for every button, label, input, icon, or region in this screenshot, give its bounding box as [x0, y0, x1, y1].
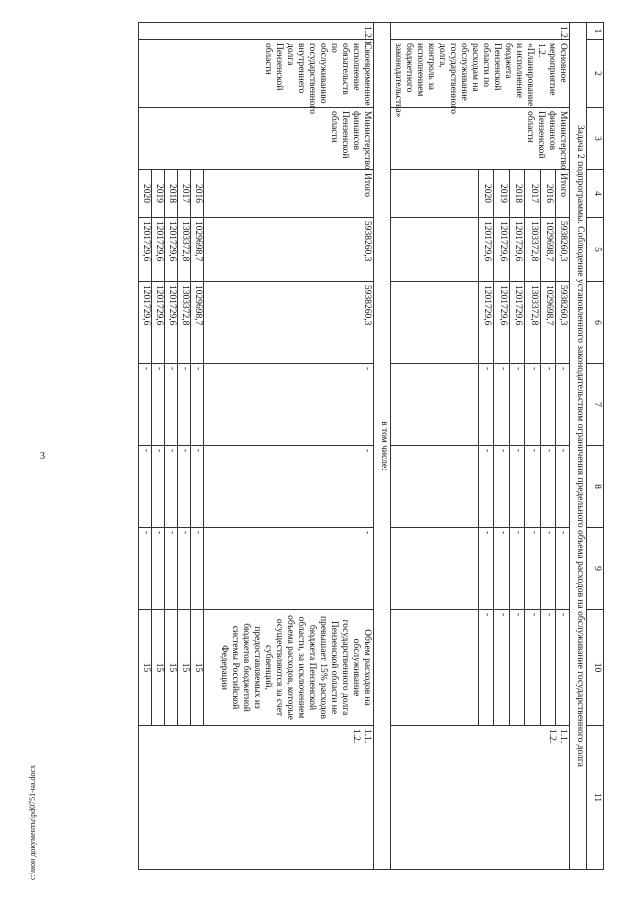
main-executor: Министерство финансов Пензенской области [391, 108, 570, 170]
col-header: 4 [587, 170, 604, 218]
task-row [570, 23, 587, 870]
value-cell: 1303372,8 [178, 218, 191, 282]
value-cell: - [165, 446, 178, 528]
value-cell: - [509, 446, 524, 528]
value-cell: - [139, 446, 152, 528]
program-table [138, 22, 604, 870]
value-cell: 1201729,6 [494, 218, 509, 282]
col-header: 10 [587, 610, 604, 726]
year-cell: Итого [556, 170, 570, 218]
indicator-text: Объем расходов на обслуживание государственного долга Пензенской области не превышает 15% расходов бюджета Пензенской области, за исключением объема расходов, которые осуществляются за счет субвенций, предоставляемых из бюджетов бюджетной системы Российской Федерации [204, 610, 374, 726]
value-cell: - [509, 528, 524, 610]
year-cell: 2018 [165, 170, 178, 218]
value-cell: - [139, 528, 152, 610]
value-cell: 1201729,6 [509, 218, 524, 282]
page-number: 3 [40, 451, 45, 462]
year-cell: 2019 [152, 170, 165, 218]
value-cell: 1029698,7 [540, 218, 555, 282]
value-cell: - [556, 610, 570, 726]
value-cell: 1029698,7 [540, 282, 555, 364]
value-cell: - [165, 364, 178, 446]
value-cell: - [494, 446, 509, 528]
col-header: 3 [587, 108, 604, 170]
value-cell: - [556, 446, 570, 528]
value-cell: - [191, 364, 204, 446]
col-header: 6 [587, 282, 604, 364]
year-cell: 2016 [540, 170, 555, 218]
sub-indicator-ref: 1.1. 1.2. [139, 726, 374, 870]
year-cell: Итого [204, 170, 374, 218]
main-name: Основное мероприятие 1.2. «Планирование и исполнение бюджета Пензенской области по расходам на обслуживание государственного долга, контроль за исполнением бюджетного законодательства» [391, 40, 570, 108]
value-cell: - [540, 610, 555, 726]
main-indicator-ref: 1.1. 1.2. [391, 726, 570, 870]
value-cell: 1201729,6 [509, 282, 524, 364]
value-cell: - [525, 610, 540, 726]
value-cell: 15 [152, 610, 165, 726]
value-cell: - [178, 446, 191, 528]
col-header: 2 [587, 40, 604, 108]
value-cell: 1303372,8 [525, 218, 540, 282]
value-cell: - [204, 364, 374, 446]
value-cell: - [540, 528, 555, 610]
value-cell: 1201729,6 [139, 282, 152, 364]
value-cell: - [139, 364, 152, 446]
value-cell: - [152, 528, 165, 610]
table-row [204, 23, 374, 870]
value-cell: - [191, 446, 204, 528]
value-cell: - [479, 528, 494, 610]
col-header: 8 [587, 446, 604, 528]
value-cell: - [204, 528, 374, 610]
year-cell: 2017 [525, 170, 540, 218]
value-cell: 5938260,3 [556, 282, 570, 364]
year-cell: 2016 [191, 170, 204, 218]
value-cell: - [556, 528, 570, 610]
value-cell: - [178, 528, 191, 610]
value-cell: 1201729,6 [152, 218, 165, 282]
value-cell: 1029698,7 [191, 282, 204, 364]
value-cell: 1201729,6 [479, 218, 494, 282]
file-path-footer: c:\мои документы\pd0751-на.docx [28, 764, 37, 880]
value-cell: - [509, 610, 524, 726]
col-header: 11 [587, 726, 604, 870]
value-cell: 15 [165, 610, 178, 726]
value-cell: - [152, 364, 165, 446]
value-cell: 1029698,7 [191, 218, 204, 282]
sub-name: Своевременное исполнение обязательств по обслуживанию государственного внутреннего долга Пензенской области [139, 40, 374, 108]
value-cell: - [494, 610, 509, 726]
value-cell: 1201729,6 [165, 218, 178, 282]
year-cell: 2020 [479, 170, 494, 218]
sub-executor: Министерство финансов Пензенской области [139, 108, 374, 170]
value-cell: - [556, 364, 570, 446]
value-cell: 15 [191, 610, 204, 726]
value-cell: - [540, 446, 555, 528]
year-cell: 2019 [494, 170, 509, 218]
value-cell: 15 [139, 610, 152, 726]
value-cell: - [178, 364, 191, 446]
value-cell: - [540, 364, 555, 446]
value-cell: - [525, 528, 540, 610]
sub-number: 1.2.1. [139, 23, 374, 40]
value-cell: - [494, 528, 509, 610]
value-cell: 1201729,6 [165, 282, 178, 364]
table-row [556, 23, 570, 870]
landscape-table-container [64, 22, 604, 869]
value-cell: 5938260,3 [204, 218, 374, 282]
value-cell: - [494, 364, 509, 446]
value-cell: - [479, 610, 494, 726]
year-cell: 2018 [509, 170, 524, 218]
in-total-label: в том числе: [374, 23, 391, 870]
value-cell: 1201729,6 [479, 282, 494, 364]
task-title: Задача 2 подпрограммы. Соблюдение установленного законодательством ограничения предельного объема расходов на обслуживание государственного долга [570, 23, 587, 870]
year-cell: 2020 [139, 170, 152, 218]
value-cell: - [479, 364, 494, 446]
col-header: 5 [587, 218, 604, 282]
value-cell: - [152, 446, 165, 528]
subtotal-caption-row [374, 23, 391, 870]
value-cell: - [479, 446, 494, 528]
col-header: 7 [587, 364, 604, 446]
col-header: 9 [587, 528, 604, 610]
year-cell: 2017 [178, 170, 191, 218]
value-cell: - [204, 446, 374, 528]
value-cell: - [165, 528, 178, 610]
value-cell: - [509, 364, 524, 446]
value-cell: - [525, 446, 540, 528]
col-header: 1 [587, 23, 604, 40]
value-cell: - [525, 364, 540, 446]
value-cell: 1201729,6 [152, 282, 165, 364]
header-row [587, 23, 604, 870]
value-cell: 1201729,6 [494, 282, 509, 364]
value-cell: - [191, 528, 204, 610]
value-cell: 1303372,8 [525, 282, 540, 364]
value-cell: 5938260,3 [204, 282, 374, 364]
main-number: 1.2. [391, 23, 570, 40]
value-cell: 15 [178, 610, 191, 726]
value-cell: 1201729,6 [139, 218, 152, 282]
value-cell: 1303372,8 [178, 282, 191, 364]
value-cell: 5938260,3 [556, 218, 570, 282]
